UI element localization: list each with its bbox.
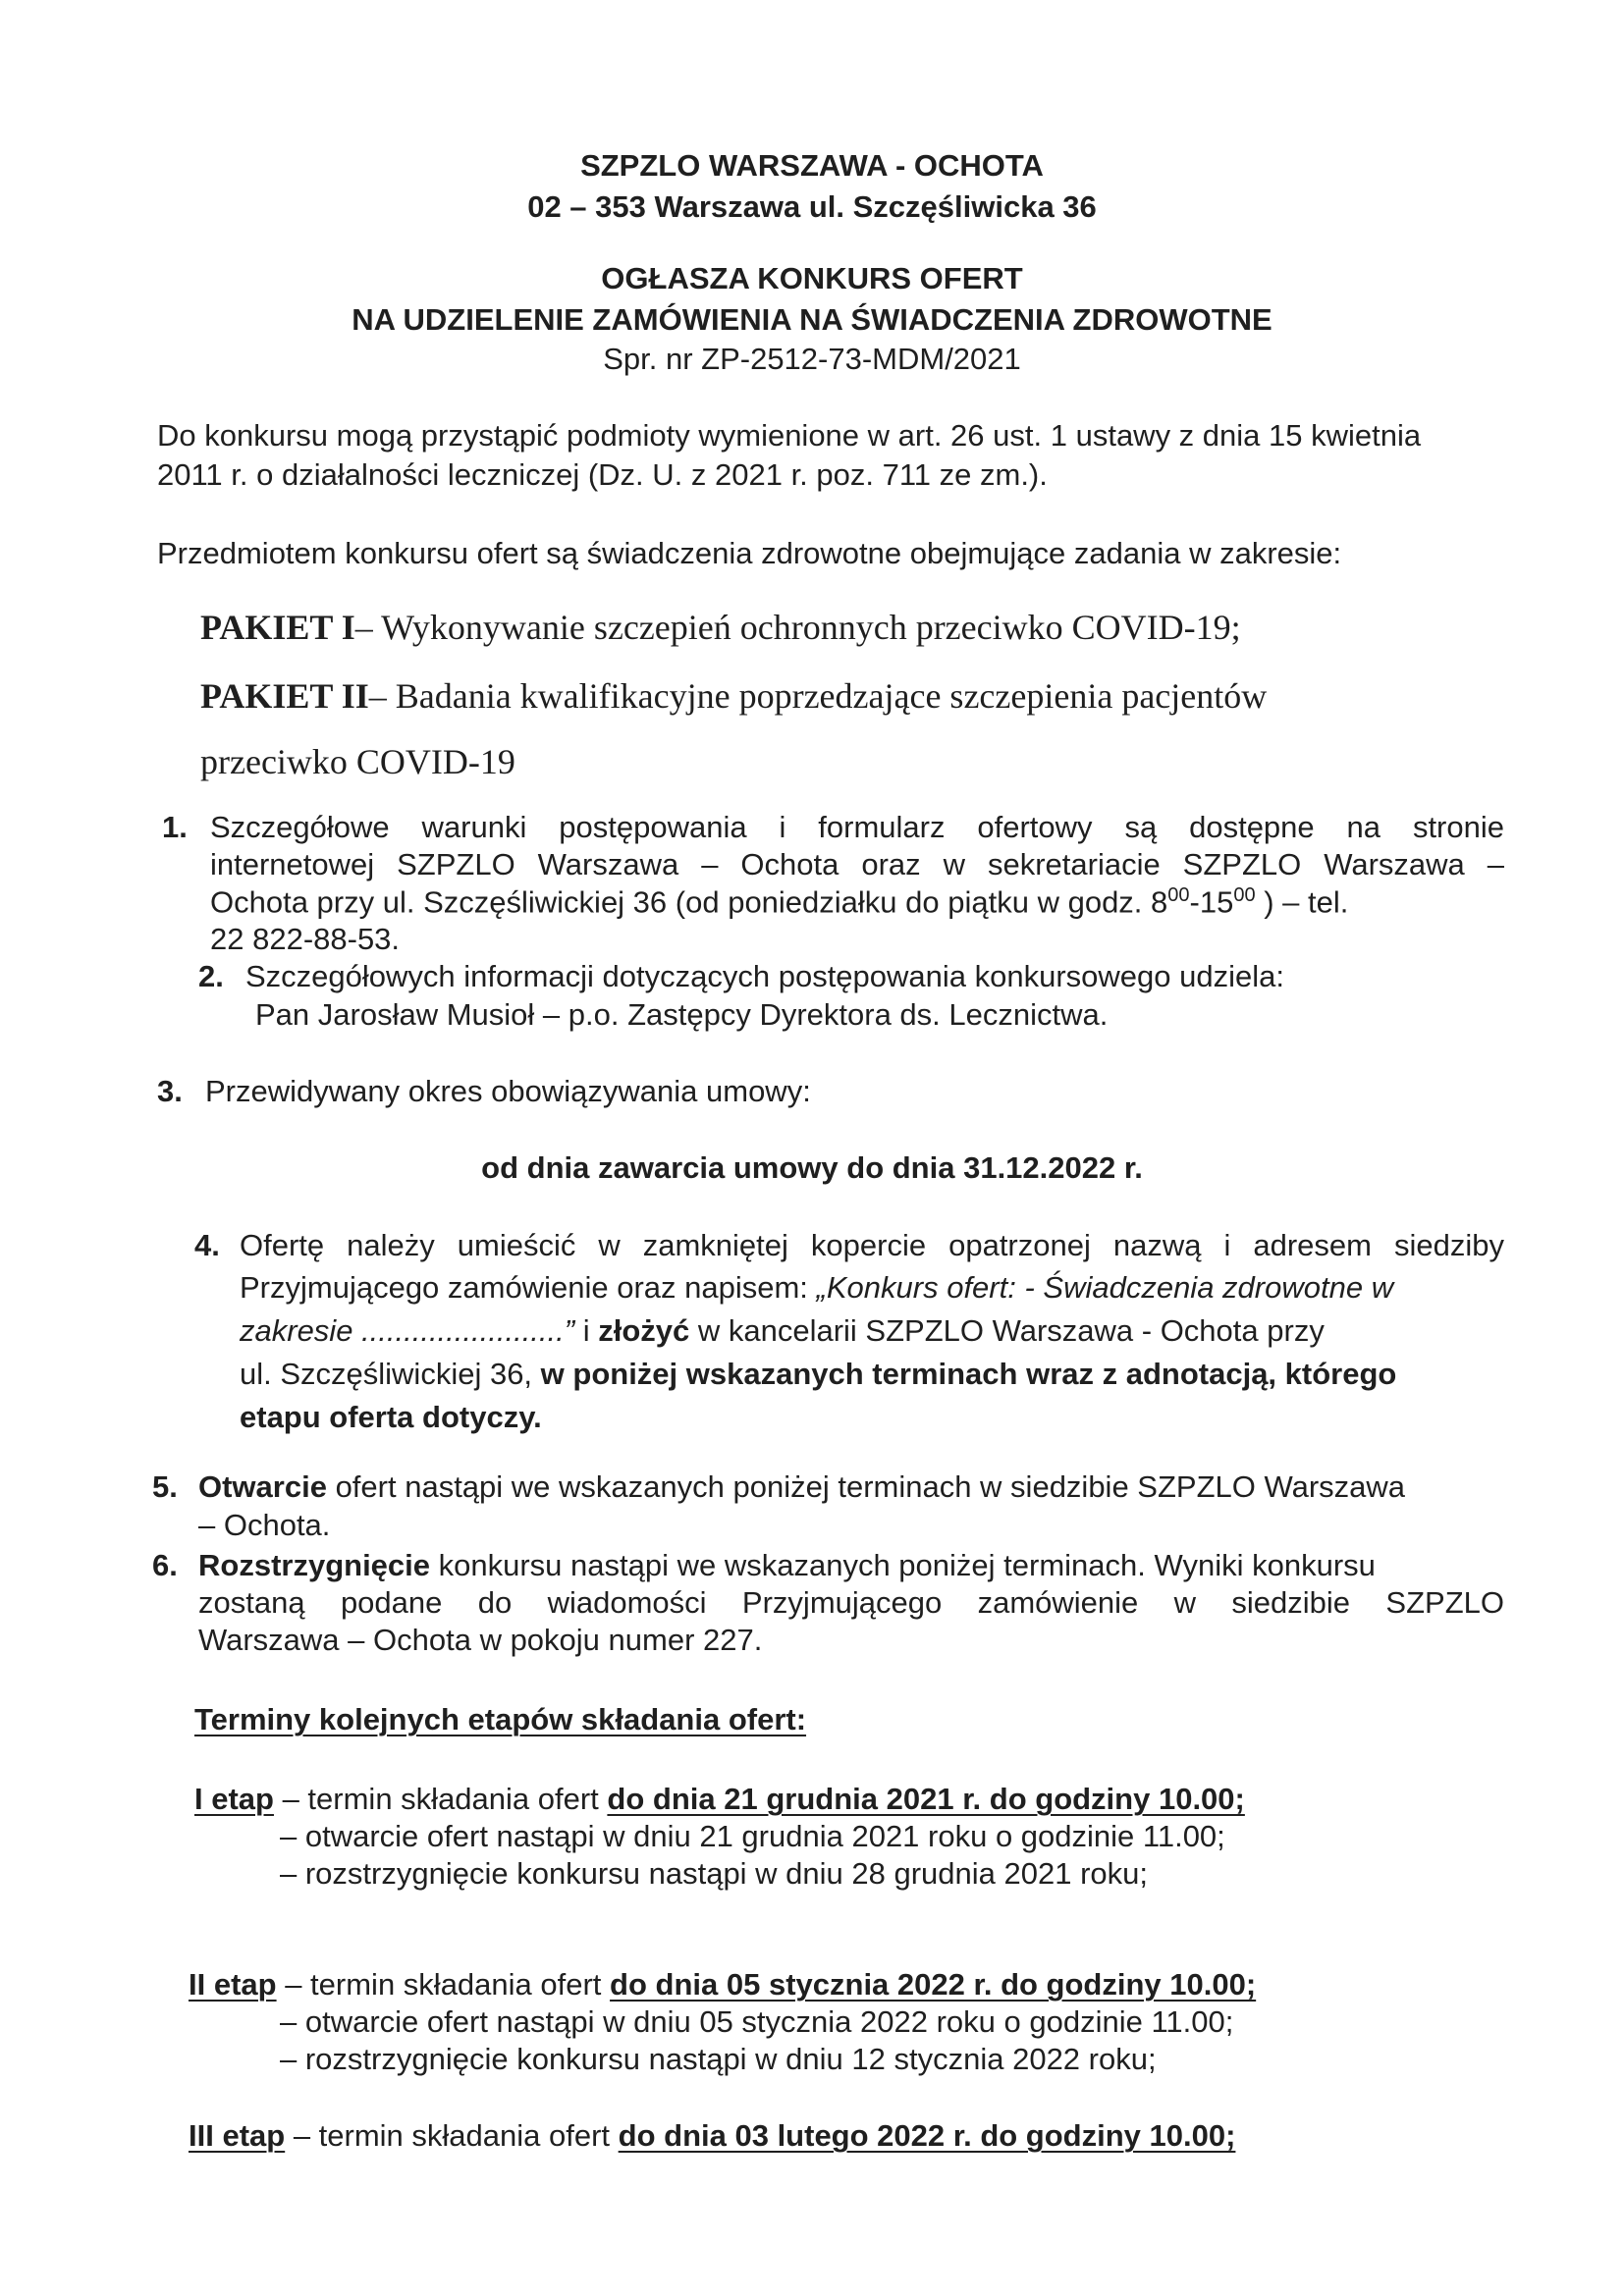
package-2-text: – Badania kwalifikacyjne poprzedzające szczepienia pacjentów [368,676,1268,716]
item-4-conj: i [574,1313,599,1348]
item-6-line-3: Warszawa – Ochota w pokoju numer 227. [198,1623,763,1657]
item-5-number: 5. [152,1469,178,1504]
item-6-line-1-text: konkursu nastąpi we wskazanych poniżej terminach. Wyniki konkursu [430,1548,1376,1582]
stage-1 [194,1781,1245,1818]
submit-verb: złożyć [598,1313,690,1348]
item-2-line-1: Szczegółowych informacji dotyczących postępowania konkursowego udziela: [245,959,1284,993]
item-1-phone: 22 822-88-53. [210,922,401,956]
item-1-line-3 [210,883,1504,921]
stage-2-opening: – otwarcie ofert nastąpi w dniu 05 stycznia 2022 roku o godzinie 11.00; [280,2004,1234,2039]
stage-1-label: I etap [194,1782,274,1816]
hour-start-superscript: 00 [1167,884,1190,906]
item-4-line-3 [240,1312,1504,1350]
item-3-line-1: Przewidywany okres obowiązywania umowy: [205,1074,811,1108]
offer-inscription: „Konkurs ofert: - Świadczenia zdrowotne w [816,1270,1394,1305]
item-1-line-2: internetowej SZPZLO Warszawa – Ochota oraz w sekretariacie SZPZLO Warszawa – [210,847,1504,881]
stage-1-resolution: – rozstrzygnięcie konkursu nastąpi w dniu 28 grudnia 2021 roku; [280,1856,1149,1891]
stage-3 [189,2117,1235,2155]
item-2-line-2: Pan Jarosław Musioł – p.o. Zastępcy Dyrektora ds. Lecznictwa. [255,997,1109,1032]
stage-3-deadline: do dnia 03 lutego 2022 r. do godziny 10.00; [618,2118,1236,2153]
item-6-line-2: zostaną podane do wiadomości Przyjmującego zamówienie w siedzibie SZPZLO [198,1585,1504,1620]
item-4-number: 4. [194,1228,220,1262]
announcement-title: OGŁASZA KONKURS OFERT [601,261,1023,295]
item-4-line-4 [240,1356,1504,1393]
intro-line-1: Do konkursu mogą przystąpić podmioty wymienione w art. 26 ust. 1 ustawy z dnia 15 kwietnia [157,418,1422,453]
org-name: SZPZLO WARSZAWA - OCHOTA [580,148,1044,183]
offer-inscription-scope: zakresie ........................” [240,1313,575,1348]
item-4-line-4-text: ul. Szczęśliwickiej 36, [240,1357,541,1391]
resolution-keyword: Rozstrzygnięcie [198,1548,431,1582]
item-5-line-1-text: ofert nastąpi we wskazanych poniżej terminach w siedzibie SZPZLO Warszawa [326,1469,1406,1504]
package-1-label: PAKIET I [200,608,355,647]
stage-1-opening: – otwarcie ofert nastąpi w dniu 21 grudnia 2021 roku o godzinie 11.00; [280,1819,1225,1853]
item-4-line-3-tail: w kancelarii SZPZLO Warszawa - Ochota przy [689,1313,1325,1348]
package-2 [200,675,1267,719]
item-2-number: 2. [198,959,224,993]
package-2-continued: przeciwko COVID-19 [200,742,515,781]
item-4-line-2-text: Przyjmującego zamówienie oraz napisem: [240,1270,817,1305]
terms-heading: Terminy kolejnych etapów składania ofert: [194,1702,807,1736]
stage-3-label: III etap [189,2118,286,2153]
package-1 [200,607,1241,650]
package-2-label: PAKIET II [200,676,369,716]
stage-2-deadline: do dnia 05 stycznia 2022 r. do godziny 10.00; [610,1967,1257,2002]
stage-1-deadline: do dnia 21 grudnia 2021 r. do godziny 10.00; [607,1782,1245,1816]
item-1-line-3-text: Ochota przy ul. Szczęśliwickiej 36 (od poniedziałku do piątku w godz. 8 [210,884,1168,920]
intro-line-2: 2011 r. o działalności leczniczej (Dz. U. z 2021 r. poz. 711 ze zm.). [157,457,1048,492]
stage-1-text: – termin składania ofert [273,1782,608,1816]
item-3-number: 3. [157,1074,183,1108]
org-address: 02 – 353 Warszawa ul. Szczęśliwicka 36 [527,189,1097,224]
item-1-number: 1. [162,810,188,844]
item-4-line-5: etapu oferta dotyczy. [240,1400,542,1434]
stage-3-text: – termin składania ofert [285,2118,619,2153]
package-1-text: – Wykonywanie szczepień ochronnych przeciwko COVID-19; [354,608,1241,647]
item-5-line-2: – Ochota. [198,1508,331,1542]
opening-keyword: Otwarcie [198,1469,327,1504]
contract-period: od dnia zawarcia umowy do dnia 31.12.2022 r. [481,1150,1143,1185]
subject-line: Przedmiotem konkursu ofert są świadczenia zdrowotne obejmujące zadania w zakresie: [157,536,1342,570]
item-5-line-1 [198,1468,1405,1506]
item-4-line-4-bold: w poniżej wskazanych terminach wraz z adnotacją, którego [540,1357,1397,1391]
item-4-line-2 [240,1269,1504,1307]
stage-2-resolution: – rozstrzygnięcie konkursu nastąpi w dniu 12 stycznia 2022 roku; [280,2042,1157,2076]
stage-2-text: – termin składania ofert [276,1967,611,2002]
hour-end: -15 [1189,884,1234,920]
item-6-number: 6. [152,1548,178,1582]
hour-end-superscript: 00 [1233,884,1256,906]
stage-2-label: II etap [189,1967,277,2002]
item-1-line-1: Szczegółowe warunki postępowania i formularz ofertowy są dostępne na stronie [210,810,1504,844]
announcement-subtitle: NA UDZIELENIE ZAMÓWIENIA NA ŚWIADCZENIA ZDROWOTNE [352,302,1272,337]
item-4-line-1: Ofertę należy umieścić w zamkniętej kopercie opatrzonej nazwą i adresem siedziby [240,1228,1504,1262]
stage-2 [189,1966,1256,2003]
item-1-line-3-tail: ) – tel. [1255,884,1349,920]
item-6-line-1 [198,1547,1504,1584]
reference-number: Spr. nr ZP-2512-73-MDM/2021 [603,342,1021,376]
